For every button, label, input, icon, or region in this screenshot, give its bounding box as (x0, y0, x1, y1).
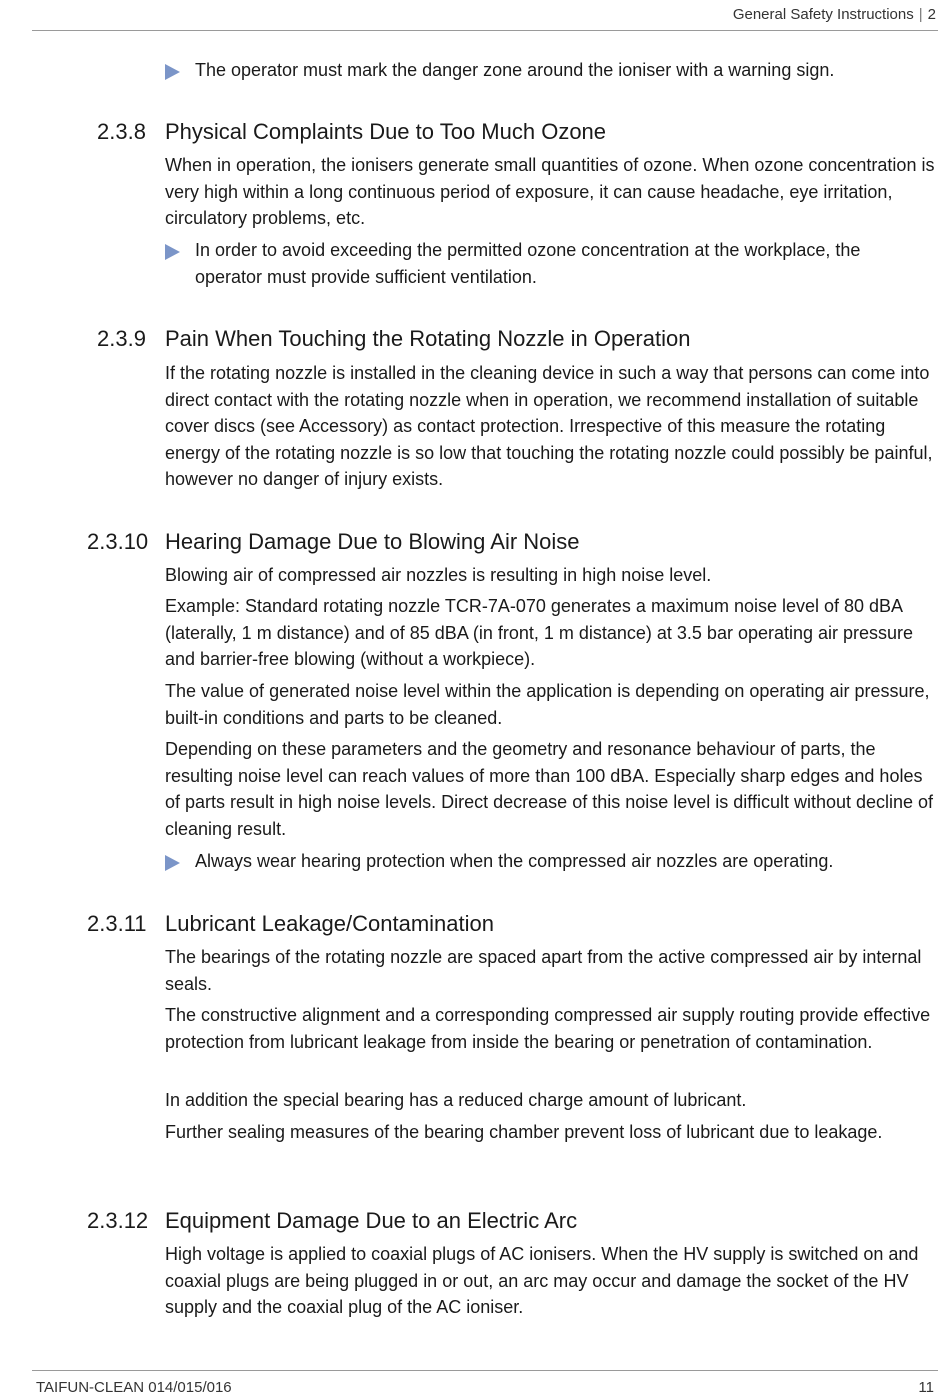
page-header (32, 0, 938, 31)
paragraph: In addition the special bearing has a reduced charge amount of lubricant. (165, 1090, 747, 1110)
paragraph: The value of generated noise level within the application is depending on operating air pressure, built-in conditions and parts to be cleaned. (165, 681, 930, 728)
section-number: 2.3.11 (87, 911, 147, 936)
header-separator: | (918, 6, 923, 23)
section-number: 2.3.10 (87, 529, 149, 554)
section-title: Hearing Damage Due to Blowing Air Noise (165, 529, 580, 554)
bullet-warning-sign: The operator must mark the danger zone around the ioniser with a warning sign. (165, 57, 925, 84)
paragraph: Example: Standard rotating nozzle TCR-7A-070 generates a maximum noise level of 80 dBA (laterally, 1 m distance) and of 85 dBA (in front, 1 m distance) at 3.5 bar operating air pressure and barrier-free blowing (without a workpiece). (165, 596, 914, 669)
bullet-ventilation: In order to avoid exceeding the permitted ozone concentration at the workplace, the operator must provide sufficient ventilation. (165, 237, 925, 291)
header-chapter: General Safety Instructions (732, 6, 914, 23)
section-number: 2.3.12 (87, 1208, 149, 1233)
paragraph: Further sealing measures of the bearing chamber prevent loss of lubricant due to leakage. (165, 1122, 883, 1142)
section-number: 2.3.9 (97, 326, 146, 351)
page-footer (32, 1370, 938, 1398)
section-title: Lubricant Leakage/Contamination (165, 911, 495, 936)
header-text (733, 6, 936, 23)
paragraph: The bearings of the rotating nozzle are spaced apart from the active compressed air by internal seals. (165, 947, 922, 994)
triangle-bullet-icon (165, 64, 180, 80)
section-title: Pain When Touching the Rotating Nozzle in Operation (165, 326, 691, 351)
header-chapter-number: 2 (927, 6, 936, 23)
paragraph: If the rotating nozzle is installed in the cleaning device in such a way that persons can come into direct contact with the rotating nozzle when in operation, we recommend installation of suitable cover discs (see Accessory) as contact protection. Irrespective of this measure the rotating energy of the rotating nozzle is so low that touching the rotating nozzle could possibly be painful, however no danger of injury exists. (165, 363, 933, 489)
bullet-hearing-protection: Always wear hearing protection when the compressed air nozzles are operating. (165, 848, 925, 875)
footer-product: TAIFUN-CLEAN 014/015/016 (36, 1379, 232, 1396)
paragraph: Blowing air of compressed air nozzles is resulting in high noise level. (165, 565, 712, 585)
triangle-bullet-icon (165, 855, 180, 871)
footer-page-number: 11 (918, 1379, 934, 1396)
section-title: Equipment Damage Due to an Electric Arc (165, 1208, 578, 1233)
paragraph: When in operation, the ionisers generate small quantities of ozone. When ozone concentration is very high within a long continuous period of exposure, it can cause headache, eye irritation, circulatory problems, etc. (165, 155, 935, 228)
paragraph: High voltage is applied to coaxial plugs of AC ionisers. When the HV supply is switched on and coaxial plugs are being plugged in or out, an arc may occur and damage the socket of the HV supply and the coaxial plug of the AC ioniser. (165, 1244, 919, 1317)
paragraph: The constructive alignment and a corresponding compressed air supply routing provide effective protection from lubricant leakage from inside the bearing or penetration of contamination. (165, 1005, 931, 1052)
triangle-bullet-icon (165, 244, 180, 260)
paragraph: Depending on these parameters and the geometry and resonance behaviour of parts, the resulting noise level can reach values of more than 100 dBA. Especially sharp edges and holes of parts result in high noise levels. Direct decrease of this noise level is difficult without decline of cleaning result. (165, 739, 934, 839)
section-title: Physical Complaints Due to Too Much Ozone (165, 119, 607, 144)
section-number: 2.3.8 (97, 119, 146, 144)
